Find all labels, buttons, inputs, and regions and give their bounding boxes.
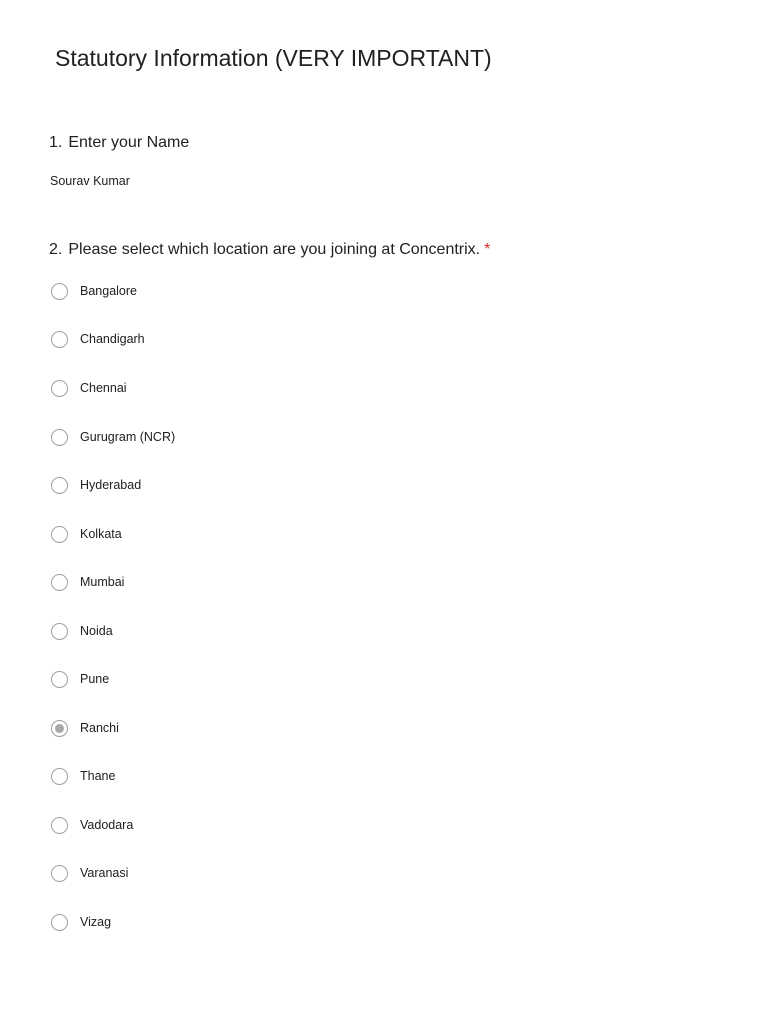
name-answer: Sourav Kumar [50,174,130,188]
option-label: Varanasi [80,866,129,880]
location-option-kolkata[interactable] [51,524,122,544]
location-option-bangalore[interactable] [51,281,137,301]
option-label: Ranchi [80,721,119,735]
option-label: Vizag [80,915,112,929]
radio-button[interactable] [51,380,68,397]
option-label: Chandigarh [80,332,145,346]
location-option-ranchi[interactable] [51,718,119,738]
question-1-text: Enter your Name [68,134,190,151]
question-1-number: 1. [49,134,63,151]
location-option-varanasi[interactable] [51,863,128,883]
radio-button[interactable] [51,623,68,640]
radio-button-selected[interactable] [51,720,68,737]
radio-button[interactable] [51,768,68,785]
option-label: Thane [80,769,116,783]
section-title: Statutory Information (VERY IMPORTANT) [55,45,492,71]
radio-button[interactable] [51,331,68,348]
radio-button[interactable] [51,865,68,882]
question-1-title [49,134,189,152]
option-label: Chennai [80,381,127,395]
required-asterisk: * [484,241,491,258]
location-option-mumbai[interactable] [51,572,124,592]
location-option-vadodara[interactable] [51,815,133,835]
radio-button[interactable] [51,429,68,446]
option-label: Kolkata [80,527,122,541]
question-2-text: Please select which location are you joining at Concentrix. [68,241,481,258]
location-option-vizag[interactable] [51,912,111,932]
option-label: Bangalore [80,284,137,298]
radio-button[interactable] [51,526,68,543]
location-option-noida[interactable] [51,621,113,641]
radio-button[interactable] [51,671,68,688]
option-label: Noida [80,624,113,638]
radio-button[interactable] [51,477,68,494]
location-option-hyderabad[interactable] [51,475,141,495]
radio-button[interactable] [51,283,68,300]
option-label: Gurugram (NCR) [80,430,176,444]
option-label: Pune [80,672,110,686]
radio-button[interactable] [51,817,68,834]
radio-button[interactable] [51,574,68,591]
question-2-title [49,241,490,259]
location-option-chandigarh[interactable] [51,329,145,349]
location-option-thane[interactable] [51,766,115,786]
location-option-chennai[interactable] [51,378,127,398]
option-label: Mumbai [80,575,125,589]
location-option-pune[interactable] [51,669,109,689]
option-label: Hyderabad [80,478,142,492]
option-label: Vadodara [80,818,134,832]
location-option-gurugram[interactable] [51,427,175,447]
question-2-number: 2. [49,241,63,258]
radio-button[interactable] [51,914,68,931]
